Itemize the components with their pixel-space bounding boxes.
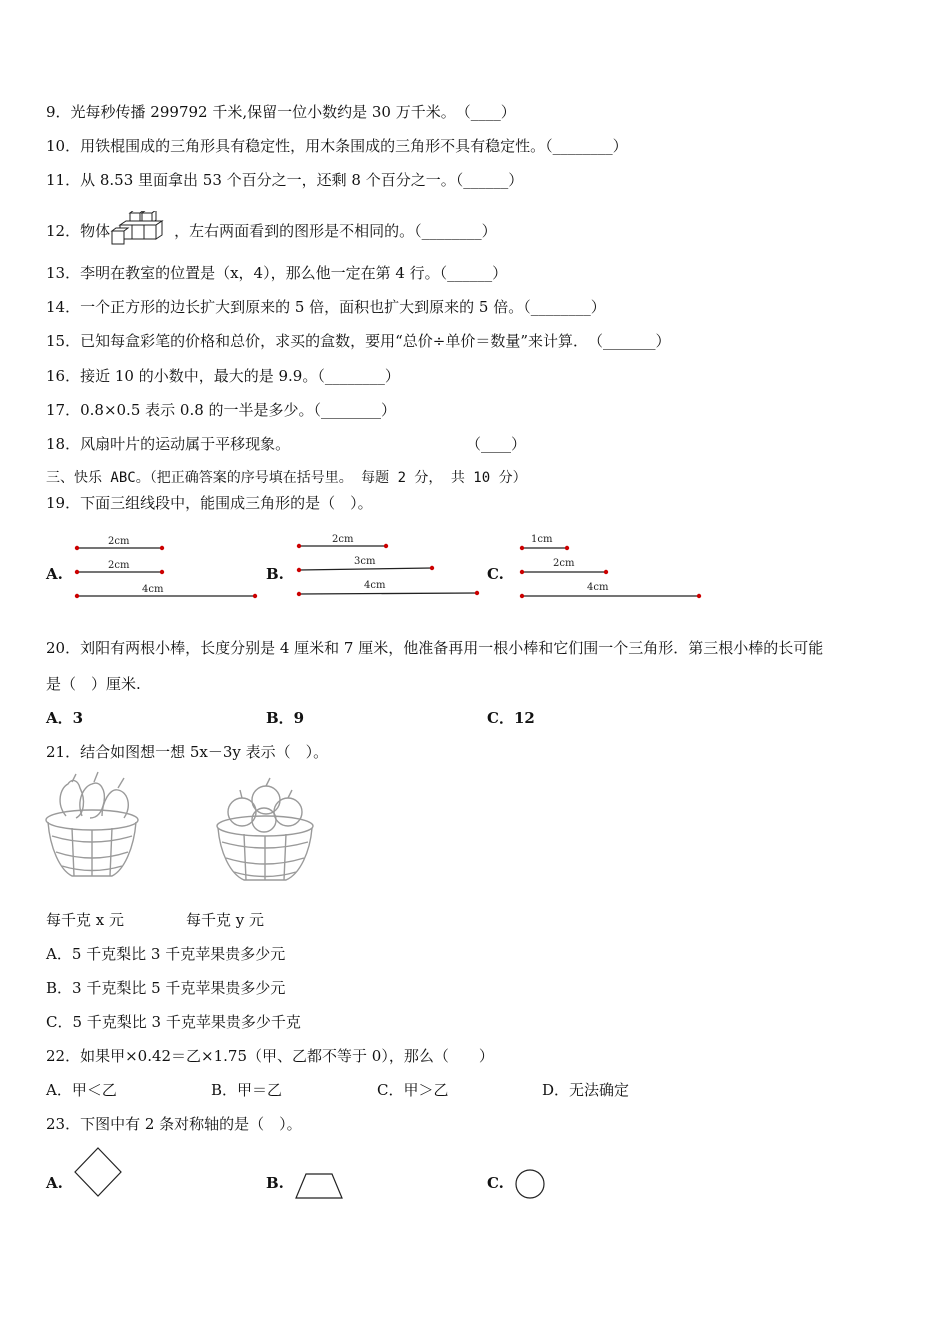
question-22: 22．如果甲×0.42＝乙×1.75（甲、乙都不等于 0），那么（ ） <box>46 1047 494 1065</box>
q19-option-c-label: C. <box>487 565 504 583</box>
q20-option-b: B．9 <box>266 709 305 727</box>
question-23: 23．下图中有 2 条对称轴的是（ ）。 <box>46 1115 302 1133</box>
section-3-heading: 三、快乐 ABC。（把正确答案的序号填在括号里。 每题 2 分， 共 10 分） <box>46 470 527 486</box>
question-13: 13．李明在教室的位置是（x，4），那么他一定在第 4 行。（______） <box>46 264 508 282</box>
q20-option-c: C．12 <box>487 709 535 727</box>
question-18: 18．风扇叶片的运动属于平移现象。 <box>46 435 291 453</box>
q22-option-c: C．甲＞乙 <box>377 1081 449 1099</box>
question-11: 11．从 8.53 里面拿出 53 个百分之一，还剩 8 个百分之一。（______） <box>46 171 524 189</box>
question-20-line1: 20．刘阳有两根小棒，长度分别是 4 厘米和 7 厘米，他准备再用一根小棒和它们围一个三角形．第三根小棒的长可能 <box>46 639 824 657</box>
q19-a-seg2-label: 2cm <box>108 560 130 571</box>
trapezoid-shape <box>292 1170 346 1202</box>
q19-option-a-label: A. <box>46 565 63 583</box>
apple-basket-icon <box>212 776 318 886</box>
cube-stack-icon <box>110 211 174 241</box>
question-19: 19．下面三组线段中，能围成三角形的是（ ）。 <box>46 494 373 512</box>
q19-option-a-segments <box>70 530 270 610</box>
q23-option-c-label: C. <box>487 1174 504 1192</box>
rhombus-shape <box>72 1146 124 1200</box>
q23-option-b-label: B. <box>266 1174 284 1192</box>
q20-option-a: A．3 <box>46 709 84 727</box>
question-12-prefix: 12．物体 <box>46 222 111 240</box>
q19-a-seg3-label: 4cm <box>142 584 164 595</box>
pear-price-label: 每千克 x 元 <box>46 911 124 929</box>
q21-option-c: C．5 千克梨比 3 千克苹果贵多少千克 <box>46 1013 301 1031</box>
q19-c-seg2-label: 2cm <box>553 558 575 569</box>
question-14: 14．一个正方形的边长扩大到原来的 5 倍，面积也扩大到原来的 5 倍。（________） <box>46 298 606 316</box>
q19-b-seg3-label: 4cm <box>364 580 386 591</box>
q21-option-b: B．3 千克梨比 5 千克苹果贵多少元 <box>46 979 286 997</box>
pear-basket-icon <box>42 770 142 882</box>
question-21: 21．结合如图想一想 5x－3y 表示（ ）。 <box>46 743 329 761</box>
q19-option-b-segments <box>292 528 492 608</box>
question-10: 10．用铁棍围成的三角形具有稳定性，用木条围成的三角形不具有稳定性。（________） <box>46 137 628 155</box>
q19-b-seg1-label: 2cm <box>332 534 354 545</box>
question-16: 16．接近 10 的小数中，最大的是 9.9。（________） <box>46 367 400 385</box>
q22-option-d: D．无法确定 <box>542 1081 630 1099</box>
q19-c-seg1-label: 1cm <box>531 534 553 545</box>
q22-option-b: B．甲＝乙 <box>211 1081 283 1099</box>
q19-c-seg3-label: 4cm <box>587 582 609 593</box>
question-17: 17．0.8×0.5 表示 0.8 的一半是多少。（________） <box>46 401 397 419</box>
apple-price-label: 每千克 y 元 <box>186 911 265 929</box>
question-12 <box>46 217 497 247</box>
q21-option-a: A．5 千克梨比 3 千克苹果贵多少元 <box>46 945 286 963</box>
question-15: 15．已知每盒彩笔的价格和总价，求买的盒数，要用“总价÷单价＝数量”来计算． （_______） <box>46 332 671 350</box>
question-12-suffix: ，左右两面看到的图形是不相同的。（________） <box>174 222 497 240</box>
q22-option-a: A．甲＜乙 <box>46 1081 117 1099</box>
q19-b-seg2-label: 3cm <box>354 556 376 567</box>
question-20-line2: 是（ ）厘米. <box>46 675 141 693</box>
q23-option-a-label: A. <box>46 1174 63 1192</box>
q19-a-seg1-label: 2cm <box>108 536 130 547</box>
q19-option-c-segments <box>515 528 715 608</box>
circle-shape <box>513 1167 547 1201</box>
question-18-blank: （____） <box>466 435 527 453</box>
q19-option-b-label: B. <box>266 565 284 583</box>
question-9: 9．光每秒传播 299792 千米,保留一位小数约是 30 万千米。 （____） <box>46 103 516 121</box>
